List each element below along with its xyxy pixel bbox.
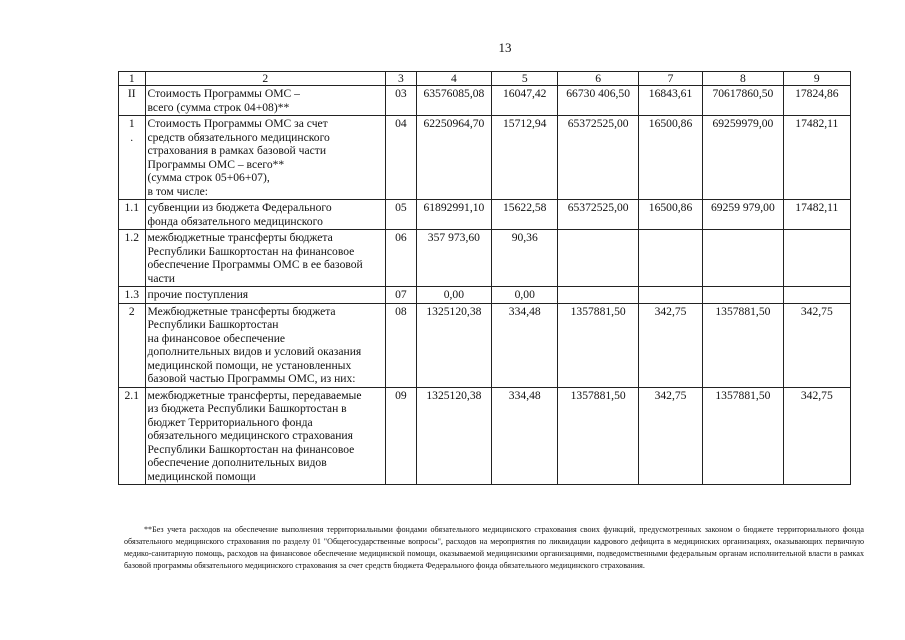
cell-c4: 1325120,38 (416, 387, 491, 485)
table-row (119, 387, 851, 485)
cell-code: 03 (386, 86, 417, 116)
header-cell: 5 (492, 72, 558, 86)
cell-name: Стоимость Программы ОМС – всего (сумма строк 04+08)** (145, 86, 386, 116)
cell-c4: 62250964,70 (416, 116, 491, 200)
cell-c8 (703, 230, 784, 287)
page-number: 13 (498, 40, 512, 55)
cell-c5: 90,36 (492, 230, 558, 287)
cell-name: субвенции из бюджета Федерального фонда обязательного медицинского (145, 200, 386, 230)
table-row (119, 287, 851, 304)
cell-c6: 1357881,50 (558, 387, 639, 485)
cell-c6: 65372525,00 (558, 116, 639, 200)
cell-c8: 69259979,00 (703, 116, 784, 200)
header-cell: 8 (703, 72, 784, 86)
cell-code: 04 (386, 116, 417, 200)
cell-c8: 69259 979,00 (703, 200, 784, 230)
cell-c6: 65372525,00 (558, 200, 639, 230)
cell-c9: 17482,11 (783, 200, 850, 230)
cell-c5: 0,00 (492, 287, 558, 304)
cell-c9: 342,75 (783, 303, 850, 387)
cell-c7: 16500,86 (638, 200, 702, 230)
cell-code: 09 (386, 387, 417, 485)
cell-c6 (558, 230, 639, 287)
footnote-text: **Без учета расходов на обеспечение выполнения территориальными фондами обязательного медицинского страхования своих функций, предусмотренных законом о бюджете территориального фонда обязательного медицинского страхования по разделу 01 "Общегосударственные вопросы", расходов на мероприятия по ликвидации кадрового дефицита в медицинских организациях, оказывающих первичную медико-санитарную помощь, расходов на финансовое обеспечение медицинской помощи, оказываемой медицинскими организациями, подведомственными федеральным органам исполнительной власти в рамках базовой программы обязательного медицинского страхования за счет средств бюджета Федерального фонда обязательного медицинского страхования. (124, 525, 864, 570)
table-header-row (119, 72, 851, 86)
cell-c8: 1357881,50 (703, 303, 784, 387)
header-cell: 9 (783, 72, 850, 86)
cell-c7: 342,75 (638, 387, 702, 485)
cell-c5: 16047,42 (492, 86, 558, 116)
cell-num: II (119, 86, 146, 116)
header-cell: 2 (145, 72, 386, 86)
cell-c9: 17824,86 (783, 86, 850, 116)
header-cell: 3 (386, 72, 417, 86)
cell-code: 07 (386, 287, 417, 304)
cell-c4: 1325120,38 (416, 303, 491, 387)
cell-c7: 342,75 (638, 303, 702, 387)
cell-c7 (638, 230, 702, 287)
table-row (119, 86, 851, 116)
cell-c4: 0,00 (416, 287, 491, 304)
cell-c7: 16500,86 (638, 116, 702, 200)
cell-c5: 334,48 (492, 387, 558, 485)
cell-num: 1.1 (119, 200, 146, 230)
cell-num: 1 . (119, 116, 146, 200)
cell-c4: 63576085,08 (416, 86, 491, 116)
table-row (119, 303, 851, 387)
header-cell: 7 (638, 72, 702, 86)
cell-num: 2 (119, 303, 146, 387)
cell-code: 05 (386, 200, 417, 230)
table-row (119, 116, 851, 200)
cell-c4: 357 973,60 (416, 230, 491, 287)
cell-c6: 66730 406,50 (558, 86, 639, 116)
cell-num: 1.3 (119, 287, 146, 304)
cell-c6 (558, 287, 639, 304)
cell-c5: 15622,58 (492, 200, 558, 230)
table-row (119, 200, 851, 230)
cell-c9 (783, 230, 850, 287)
cell-c5: 334,48 (492, 303, 558, 387)
cell-c7: 16843,61 (638, 86, 702, 116)
cell-c7 (638, 287, 702, 304)
cell-c5: 15712,94 (492, 116, 558, 200)
cell-name: межбюджетные трансферты бюджета Республики Башкортостан на финансовое обеспечение Программы ОМС в ее базовой части (145, 230, 386, 287)
header-cell: 1 (119, 72, 146, 86)
cell-code: 08 (386, 303, 417, 387)
cell-name: Стоимость Программы ОМС за счет средств обязательного медицинского страхования в рамках базовой части Программы ОМС – всего** (сумма строк 05+06+07), в том числе: (145, 116, 386, 200)
cell-num: 2.1 (119, 387, 146, 485)
table-row (119, 230, 851, 287)
cell-name: прочие поступления (145, 287, 386, 304)
cost-table (118, 71, 851, 485)
cell-num: 1.2 (119, 230, 146, 287)
footnote (124, 524, 864, 572)
header-cell: 6 (558, 72, 639, 86)
cell-c9: 17482,11 (783, 116, 850, 200)
cell-c9 (783, 287, 850, 304)
cell-c8: 70617860,50 (703, 86, 784, 116)
cell-c6: 1357881,50 (558, 303, 639, 387)
header-cell: 4 (416, 72, 491, 86)
cell-name: межбюджетные трансферты, передаваемые из бюджета Республики Башкортостан в бюджет Территориального фонда обязательного медицинского страхования Республики Башкортостан на финансовое обеспечение дополнительных видов медицинской помощи (145, 387, 386, 485)
cell-c8: 1357881,50 (703, 387, 784, 485)
cell-code: 06 (386, 230, 417, 287)
cell-c9: 342,75 (783, 387, 850, 485)
table-body (119, 72, 851, 485)
cell-name: Межбюджетные трансферты бюджета Республики Башкортостан на финансовое обеспечение дополнительных видов и условий оказания медицинской помощи, не установленных базовой частью Программы ОМС, из них: (145, 303, 386, 387)
cell-c4: 61892991,10 (416, 200, 491, 230)
cell-c8 (703, 287, 784, 304)
